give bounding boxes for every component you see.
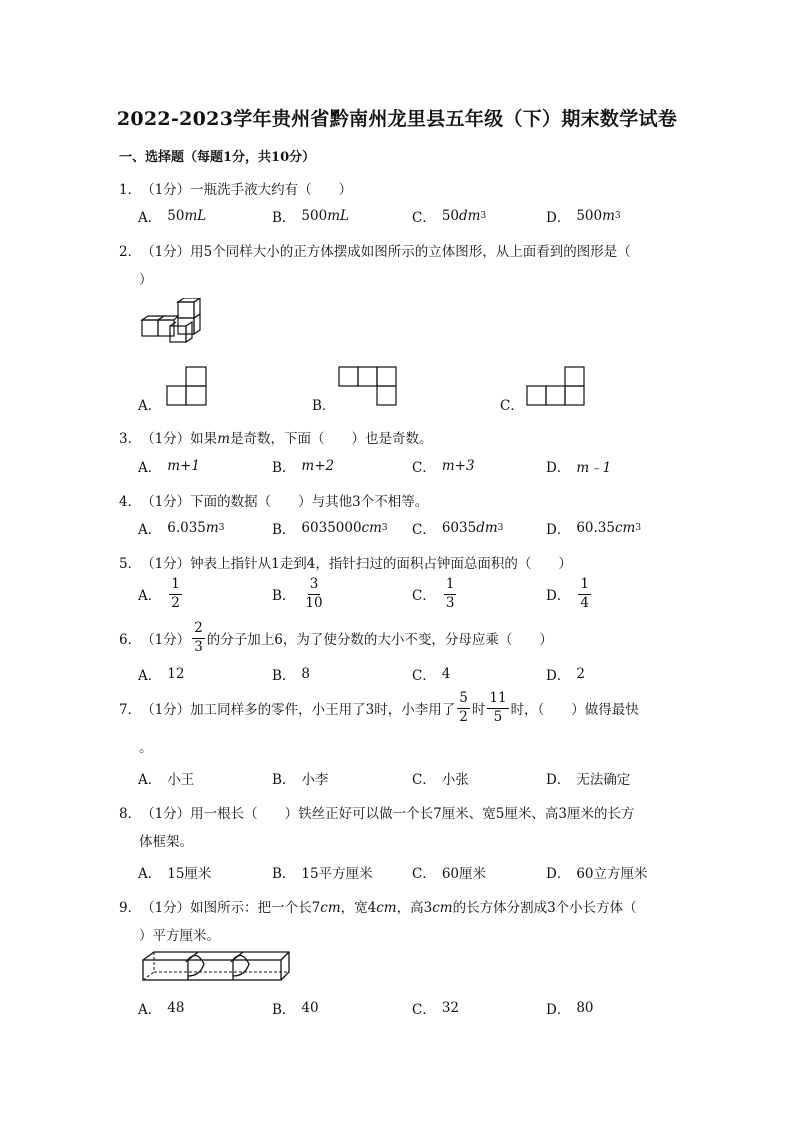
question-3: 3．（1分）如果m是奇数，下面（ ）也是奇数。 [119,431,433,447]
option-d[interactable]: D． 2 [546,666,585,684]
question-1: 1．（1分）一瓶洗手液大约有（ ） [119,182,353,198]
option-d[interactable]: D． 60立方厘米 [546,866,648,882]
question-5-options [0,578,794,614]
option-a[interactable]: A． 6.035 m 3 [138,520,225,538]
question-2-wrap: ） [139,272,153,288]
option-c[interactable]: C． 50 dm 3 [412,208,487,226]
option-d[interactable]: D． m﹣1 [546,460,612,476]
option-b[interactable]: B． 40 [272,1000,319,1018]
question-6: 6． （1分） $\frac{2}{3}$ 的分子加上6，为了使分数的大小不变，分母应乘（ ） [119,620,553,655]
question-7: 7． （1分）加工同样多的零件，小王用了3时，小李用了 $\frac{5}{2}$ 时 $\frac{11}{5}$ 时，（ ）做得最快 [119,690,639,725]
question-8-wrap: 体框架。 [139,834,193,850]
option-d[interactable]: D． 60.35 cm 3 [546,520,642,538]
option-b[interactable]: B． 500 mL [272,208,349,226]
option-d[interactable]: D． 80 [546,1000,594,1018]
section-heading: 一、选择题（每题1分，共10分） [119,150,316,165]
option-b[interactable]: B． m+2 [272,458,335,476]
cuboid-figure [140,950,292,984]
option-c[interactable]: C． [500,398,524,414]
option-b-figure [338,366,398,406]
option-b[interactable]: B． 6035000 cm 3 [272,520,388,538]
page-title: 2022-2023学年贵州省黔南州龙里县五年级（下）期末数学试卷 [116,108,678,130]
option-d[interactable]: D． $\frac{1}{4}$ [546,576,589,611]
question-9-options [0,998,794,1022]
option-c[interactable]: C． 4 [412,666,451,684]
question-3-options [0,456,794,480]
option-a[interactable]: A． 12 [138,666,185,684]
option-c[interactable]: C． m+3 [412,458,475,476]
question-7-wrap: 。 [139,740,153,756]
option-d[interactable]: D． 500 m 3 [546,208,621,226]
question-8-options [0,862,794,886]
question-9: 9．（1分）如图所示：把一个长7cm，宽4cm，高3cm的长方体分割成3个小长方体（ [119,900,637,916]
option-b[interactable]: B． 8 [272,666,311,684]
option-c[interactable]: C． 6035 dm 3 [412,520,504,538]
question-4-options [0,518,794,542]
option-c[interactable]: C． 小张 [412,772,469,788]
option-c[interactable]: C． 60厘米 [412,866,487,882]
option-b[interactable]: B． [312,398,336,414]
option-a[interactable]: A． m+1 [138,458,200,476]
cube-figure [138,298,204,346]
question-4: 4．（1分）下面的数据（ ）与其他3个不相等。 [119,494,429,510]
question-6-options [0,664,794,688]
option-b[interactable]: B． 小李 [272,772,329,788]
option-b[interactable]: B． $\frac{3}{10}$ [272,576,323,611]
option-a[interactable]: A． [138,398,162,414]
option-a[interactable]: A． 小王 [138,772,195,788]
option-b[interactable]: B． 15平方厘米 [272,866,373,882]
question-1-options [0,206,794,230]
question-7-options [0,768,794,792]
option-a[interactable]: A． $\frac{1}{2}$ [138,576,180,611]
question-9-wrap: ）平方厘米。 [139,928,220,944]
option-a[interactable]: A． 15厘米 [138,866,212,882]
option-a-figure [166,366,208,406]
question-5: 5．（1分）钟表上指针从1走到4，指针扫过的面积占钟面总面积的（ ） [119,556,572,572]
question-8: 8．（1分）用一根长（ ）铁丝正好可以做一个长7厘米、宽5厘米、高3厘米的长方 [119,806,635,822]
option-a[interactable]: A． 48 [138,1000,185,1018]
question-2: 2．（1分）用5个同样大小的正方体摆成如图所示的立体图形，从上面看到的图形是（ [119,244,631,260]
option-c[interactable]: C． $\frac{1}{3}$ [412,576,455,611]
option-a[interactable]: A． 50 mL [138,208,207,226]
option-d[interactable]: D． 无法确定 [546,772,631,788]
option-c[interactable]: C． 32 [412,1000,460,1018]
option-c-figure [526,366,586,406]
